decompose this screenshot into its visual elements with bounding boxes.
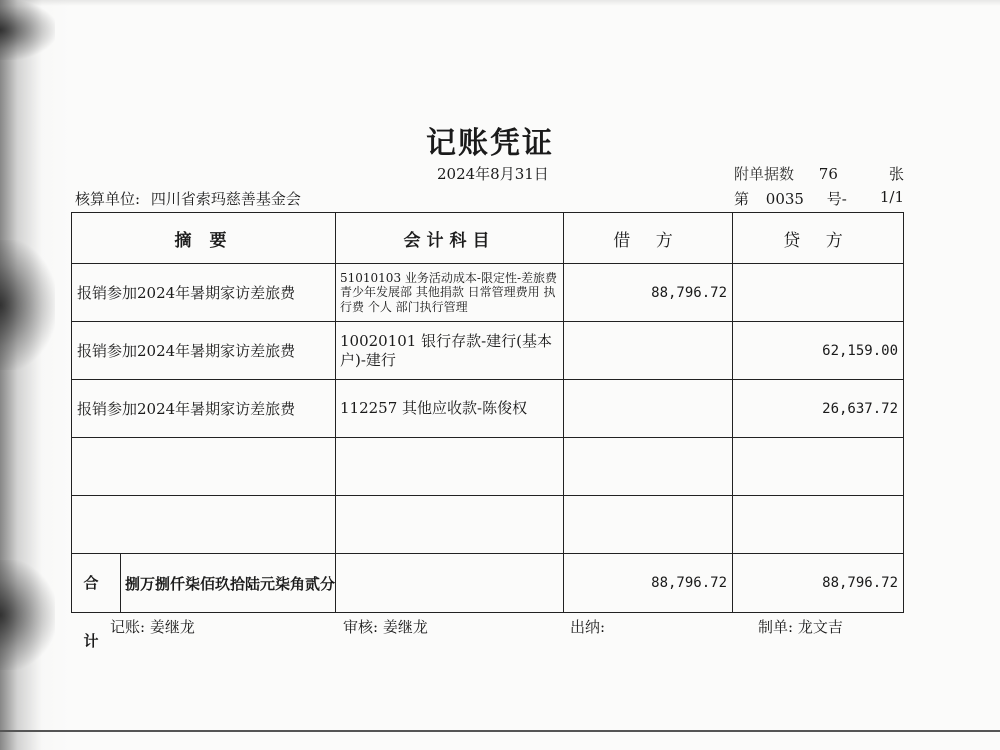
row-summary	[72, 496, 336, 554]
table-row	[72, 380, 904, 438]
row-debit	[564, 496, 733, 554]
footer-bookkeeper: 记账: 姜继龙	[110, 618, 195, 636]
row-summary: 报销参加2024年暑期家访差旅费	[72, 380, 336, 438]
voucher-number-value: 0035	[765, 190, 804, 208]
row-credit	[733, 496, 904, 554]
total-row	[72, 554, 904, 613]
table-header-row	[72, 213, 904, 264]
row-account	[336, 438, 564, 496]
footer-cashier: 出纳:	[570, 618, 606, 636]
attachments-label: 附单据数	[734, 165, 795, 183]
footer-reviewer: 审核: 姜继龙	[343, 618, 428, 636]
row-debit	[564, 438, 733, 496]
row-credit: 26,637.72	[733, 380, 904, 438]
table-row-empty	[72, 438, 904, 496]
row-account	[336, 496, 564, 554]
scan-blot	[0, 560, 55, 670]
table-row-empty	[72, 496, 904, 554]
voucher-date: 2024年8月31日	[437, 165, 549, 183]
total-account-blank	[336, 554, 564, 613]
row-credit: 62,159.00	[733, 322, 904, 380]
attachments-info	[734, 163, 904, 184]
total-label: 合 计	[72, 554, 121, 612]
voucher-page: 1/1	[879, 188, 904, 206]
attachments-count: 76	[818, 165, 838, 183]
total-credit: 88,796.72	[733, 554, 904, 613]
attachments-unit: 张	[888, 165, 904, 183]
row-credit	[733, 264, 904, 322]
row-summary: 报销参加2024年暑期家访差旅费	[72, 264, 336, 322]
org-info	[75, 188, 301, 209]
row-debit: 88,796.72	[564, 264, 733, 322]
org-label: 核算单位:	[75, 190, 141, 208]
page-bottom-edge	[0, 730, 1000, 732]
scan-blot	[0, 0, 55, 60]
row-account: 51010103 业务活动成本-限定性-差旅费 青少年发展部 其他捐款 日常管理费用 执行费 个人 部门执行管理	[336, 264, 564, 322]
header-debit: 借 方	[564, 213, 733, 264]
scan-blot	[0, 240, 55, 370]
org-name: 四川省索玛慈善基金会	[150, 190, 301, 208]
header-summary: 摘 要	[72, 213, 336, 264]
voucher-number-suffix: 号-	[826, 190, 847, 208]
voucher-number	[734, 188, 904, 209]
voucher-title: 记账凭证	[426, 126, 554, 161]
total-amount-words: 捌万捌仟柒佰玖拾陆元柒角贰分	[124, 574, 335, 593]
row-credit	[733, 438, 904, 496]
row-debit	[564, 322, 733, 380]
header-account: 会计科目	[336, 213, 564, 264]
header-credit: 贷 方	[733, 213, 904, 264]
row-summary	[72, 438, 336, 496]
voucher-number-prefix: 第	[734, 190, 750, 208]
table-row	[72, 264, 904, 322]
row-debit	[564, 380, 733, 438]
scan-shadow	[0, 0, 70, 750]
table-row	[72, 322, 904, 380]
total-debit: 88,796.72	[564, 554, 733, 613]
row-account: 112257 其他应收款-陈俊权	[336, 380, 564, 438]
page-top-shadow	[0, 0, 1000, 6]
row-account: 10020101 银行存款-建行(基本户)-建行	[336, 322, 564, 380]
row-summary: 报销参加2024年暑期家访差旅费	[72, 322, 336, 380]
footer-preparer: 制单: 龙文吉	[758, 618, 843, 636]
